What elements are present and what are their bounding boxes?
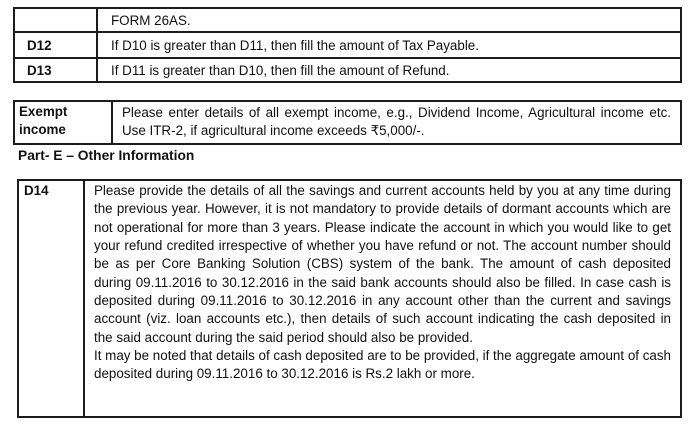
table-row bbox=[14, 32, 681, 58]
d14-text-cell bbox=[84, 180, 681, 417]
row-code-cell: D12 bbox=[14, 32, 97, 58]
d14-table bbox=[17, 179, 682, 418]
table-row bbox=[14, 8, 681, 32]
table-row bbox=[14, 101, 681, 144]
part-e-heading: Part- E – Other Information bbox=[18, 148, 195, 163]
row-text-cell: If D10 is greater than D11, then fill the amount of Tax Payable. bbox=[97, 32, 681, 58]
row-code-cell bbox=[14, 8, 97, 32]
table-row bbox=[14, 58, 681, 82]
row-text-cell: FORM 26AS. bbox=[97, 8, 681, 32]
exempt-income-text-cell: Please enter details of all exempt income, e.g., Dividend Income, Agricultural income etc. Use ITR-2, if agricultural income exceeds ₹5,000/-. bbox=[112, 101, 681, 144]
row-text-cell: If D11 is greater than D10, then fill the amount of Refund. bbox=[97, 58, 681, 82]
table-row bbox=[18, 180, 681, 417]
d14-paragraph-1: Please provide the details of all the savings and current accounts held by you at any time during the previous year. However, it is not mandatory to provide details of dormant accounts which are not operational for more than 3 years. Please indicate the account in which you would like to get your refund credited irrespective of whether you have refund or not. The account number should be as per Core Banking Solution (CBS) system of the bank. The amount of cash deposited during 09.11.2016 to 30.12.2016 in the said bank accounts should also be filled. In case cash is deposited during 09.11.2016 to 30.12.2016 in any account other than the current and savings account (viz. loan accounts etc.), then details of such account indicating the cash deposited in the said account during the said period should also be provided. bbox=[94, 183, 671, 345]
exempt-income-label-cell: Exempt income bbox=[14, 101, 112, 144]
row-code-cell: D14 bbox=[18, 180, 84, 417]
exempt-income-table bbox=[13, 100, 682, 145]
d-codes-table bbox=[13, 7, 682, 83]
row-code-cell: D13 bbox=[14, 58, 97, 82]
d14-paragraph-2: It may be noted that details of cash deposited are to be provided, if the aggregate amount of cash deposited during 09.11.2016 to 30.12.2016 is Rs.2 lakh or more. bbox=[94, 348, 671, 382]
